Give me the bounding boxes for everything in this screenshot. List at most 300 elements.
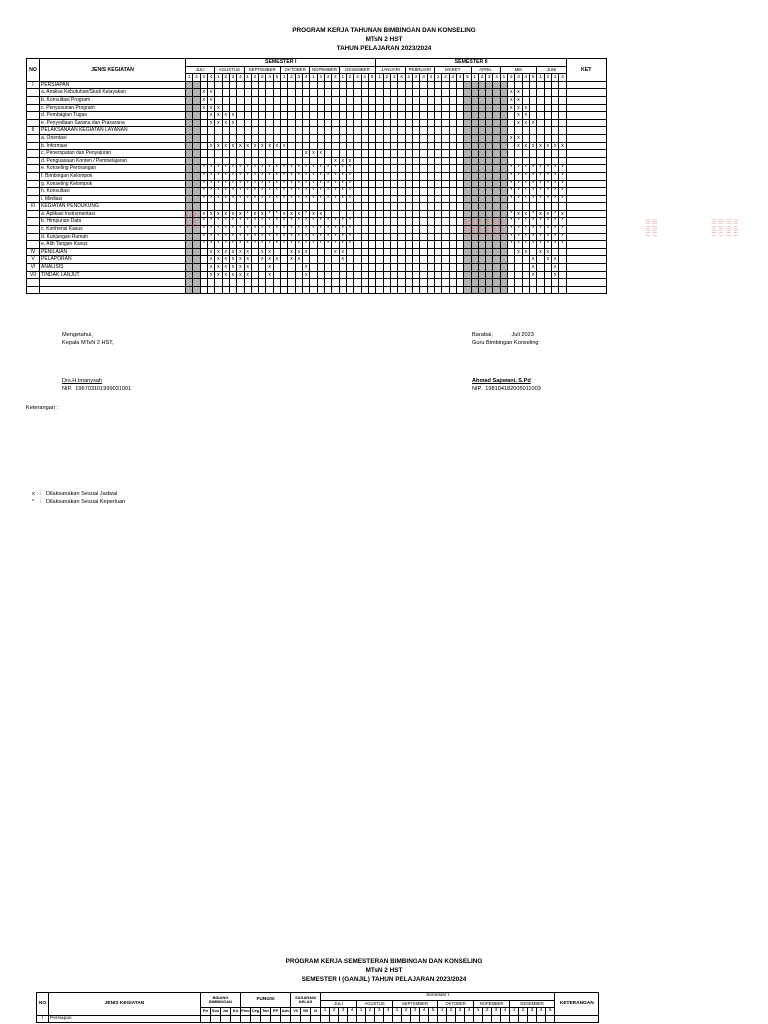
week-cell (456, 134, 463, 142)
empty-cell (537, 279, 544, 287)
week-cell (456, 127, 463, 135)
week-cell: x (207, 142, 214, 150)
week-cell (427, 142, 434, 150)
week-header: 3 (486, 74, 493, 82)
month-header: JULI (321, 1000, 357, 1008)
week-cell (383, 119, 390, 127)
week-cell (464, 256, 471, 264)
week-cell: * (339, 165, 346, 173)
week-cell: * (310, 172, 317, 180)
week-cell (383, 89, 390, 97)
week-cell (486, 119, 493, 127)
week-header: 3 (456, 1008, 465, 1016)
week-cell (207, 157, 214, 165)
week-cell (186, 134, 193, 142)
semester-program-table (36, 992, 599, 1023)
week-cell (442, 218, 449, 226)
empty-cell (537, 1015, 546, 1023)
week-cell (207, 150, 214, 158)
ket-cell (566, 271, 606, 279)
week-cell (427, 157, 434, 165)
week-cell: * (522, 165, 529, 173)
week-cell (486, 150, 493, 158)
week-cell (266, 157, 273, 165)
week-cell (522, 256, 529, 264)
week-cell (303, 81, 310, 89)
week-cell (464, 119, 471, 127)
month-header: AGUSTUS (215, 66, 244, 74)
empty-cell (376, 279, 383, 287)
table-row (27, 89, 607, 97)
empty-cell (339, 279, 346, 287)
week-cell: * (288, 233, 295, 241)
week-cell: * (266, 172, 273, 180)
holiday-mark: ││││││││ (492, 218, 497, 236)
week-cell (324, 203, 331, 211)
row-number: I (37, 1015, 49, 1023)
week-cell: * (522, 218, 529, 226)
week-cell (405, 180, 412, 188)
table-row (27, 172, 607, 180)
empty-cell (40, 286, 186, 294)
week-cell (413, 96, 420, 104)
week-cell (398, 188, 405, 196)
week-cell (420, 81, 427, 89)
row-number (27, 119, 40, 127)
empty-cell (438, 1015, 447, 1023)
week-cell (310, 256, 317, 264)
week-header: 2 (508, 74, 515, 82)
week-cell (515, 127, 522, 135)
week-cell: * (537, 165, 544, 173)
week-cell (544, 119, 551, 127)
week-cell (464, 172, 471, 180)
week-cell (427, 127, 434, 135)
week-cell (310, 127, 317, 135)
week-cell (354, 271, 361, 279)
week-cell: * (303, 180, 310, 188)
week-cell: * (559, 233, 566, 241)
row-number (27, 233, 40, 241)
week-header: 4 (332, 74, 339, 82)
empty-cell (478, 279, 485, 287)
week-cell: x (251, 210, 258, 218)
week-cell: * (317, 241, 324, 249)
week-cell (427, 112, 434, 120)
week-cell (237, 157, 244, 165)
empty-cell (398, 279, 405, 287)
week-cell (544, 96, 551, 104)
week-cell (559, 150, 566, 158)
week-cell (376, 96, 383, 104)
week-cell (442, 195, 449, 203)
week-cell (530, 81, 537, 89)
week-cell (478, 150, 485, 158)
week-cell (266, 81, 273, 89)
week-cell (478, 127, 485, 135)
week-cell (500, 89, 507, 97)
week-cell: * (266, 195, 273, 203)
week-cell: x (559, 210, 566, 218)
week-cell: * (215, 188, 222, 196)
week-cell (398, 127, 405, 135)
week-cell (413, 119, 420, 127)
week-cell (391, 264, 398, 272)
week-cell (310, 264, 317, 272)
week-cell (559, 256, 566, 264)
week-cell (368, 210, 376, 218)
week-cell (405, 256, 412, 264)
empty-cell (215, 286, 222, 294)
week-cell (244, 89, 251, 97)
week-cell (354, 256, 361, 264)
week-cell: * (200, 180, 207, 188)
empty-cell (259, 279, 266, 287)
week-cell (478, 241, 485, 249)
week-header: 5 (546, 1008, 555, 1016)
week-cell: * (508, 188, 515, 196)
week-cell (427, 188, 434, 196)
week-cell: * (273, 165, 280, 173)
week-header: 4 (559, 74, 566, 82)
week-cell (500, 248, 507, 256)
week-cell: x (207, 264, 214, 272)
week-cell: * (200, 188, 207, 196)
week-cell (471, 264, 478, 272)
week-cell (434, 112, 441, 120)
week-cell: * (515, 172, 522, 180)
week-cell (471, 134, 478, 142)
week-cell (346, 104, 353, 112)
week-cell (456, 180, 463, 188)
week-cell (449, 89, 456, 97)
week-header: 2 (383, 74, 390, 82)
week-cell (500, 81, 507, 89)
week-cell (478, 142, 485, 150)
row-number (27, 241, 40, 249)
week-cell: * (339, 241, 346, 249)
holiday-mark: ││││││││ (484, 218, 489, 236)
week-cell (244, 119, 251, 127)
week-cell: x (288, 248, 295, 256)
week-cell (434, 256, 441, 264)
empty-cell (324, 279, 331, 287)
week-cell (251, 134, 258, 142)
week-cell: x (207, 119, 214, 127)
week-cell (324, 96, 331, 104)
empty-cell (303, 279, 310, 287)
holiday-mark: ││││││││ (191, 210, 196, 228)
week-cell: * (251, 241, 258, 249)
week-cell (332, 89, 339, 97)
week-cell (420, 180, 427, 188)
week-cell: x (522, 210, 529, 218)
week-cell (207, 203, 214, 211)
week-cell (200, 142, 207, 150)
empty-cell (530, 286, 537, 294)
empty-cell (413, 279, 420, 287)
week-cell (544, 104, 551, 112)
holiday-mark: ││││││││ (499, 218, 504, 236)
week-cell (215, 203, 222, 211)
holiday-mark: ││││││││ (726, 218, 731, 236)
table-row (27, 104, 607, 112)
week-cell (420, 241, 427, 249)
week-cell: * (332, 226, 339, 234)
week-cell (368, 81, 376, 89)
week-cell (456, 81, 463, 89)
week-cell (354, 89, 361, 97)
week-cell (339, 127, 346, 135)
week-cell: x (551, 142, 558, 150)
week-cell (332, 256, 339, 264)
week-cell (376, 112, 383, 120)
week-cell: * (324, 195, 331, 203)
week-cell (427, 195, 434, 203)
week-cell: * (229, 180, 236, 188)
week-cell (434, 180, 441, 188)
week-cell (266, 119, 273, 127)
month-header: MEI (500, 66, 537, 74)
week-cell: x (237, 256, 244, 264)
week-cell (420, 119, 427, 127)
empty-cell (354, 286, 361, 294)
week-header: 3 (339, 1008, 348, 1016)
week-cell: * (207, 165, 214, 173)
week-cell (193, 233, 200, 241)
week-cell (420, 104, 427, 112)
week-cell (551, 112, 558, 120)
week-cell: * (281, 188, 288, 196)
week-cell: * (522, 180, 529, 188)
week-cell: * (530, 241, 537, 249)
week-cell (222, 81, 229, 89)
week-cell: * (515, 233, 522, 241)
legend-sym-2: * (32, 499, 35, 505)
week-cell (383, 233, 390, 241)
fungsi-col: Adv (281, 1008, 291, 1016)
week-cell: * (310, 218, 317, 226)
week-cell: x (237, 271, 244, 279)
empty-cell (393, 1015, 402, 1023)
week-cell (324, 157, 331, 165)
week-cell (442, 264, 449, 272)
week-cell: * (229, 241, 236, 249)
week-cell (442, 233, 449, 241)
week-cell (361, 96, 368, 104)
week-cell (295, 134, 302, 142)
week-header: 4 (207, 74, 214, 82)
header-keterangan: KETERANGAN (555, 993, 599, 1016)
week-cell: * (244, 180, 251, 188)
week-cell: * (237, 180, 244, 188)
week-cell (478, 248, 485, 256)
week-cell: * (207, 180, 214, 188)
empty-cell (357, 1015, 366, 1023)
week-cell: * (346, 180, 353, 188)
week-cell: * (222, 233, 229, 241)
empty-cell (464, 286, 471, 294)
week-cell: * (551, 210, 558, 218)
empty-cell (259, 286, 266, 294)
week-cell (530, 248, 537, 256)
ket-cell (566, 81, 606, 89)
row-number: VII (27, 271, 40, 279)
week-cell (251, 248, 258, 256)
month-header: DESEMBER (339, 66, 376, 74)
week-header: 3 (515, 74, 522, 82)
week-cell (515, 81, 522, 89)
week-cell: * (288, 180, 295, 188)
activity-label: PERSIAPAN (40, 81, 186, 89)
week-cell: * (515, 165, 522, 173)
week-cell: * (508, 172, 515, 180)
week-cell: * (551, 188, 558, 196)
week-cell (500, 119, 507, 127)
week-cell: * (522, 188, 529, 196)
week-cell: * (515, 180, 522, 188)
week-cell (508, 142, 515, 150)
week-cell: * (522, 172, 529, 180)
week-cell (383, 203, 390, 211)
week-cell (303, 112, 310, 120)
week-cell: x (215, 248, 222, 256)
empty-cell (500, 279, 507, 287)
week-header: 2 (222, 74, 229, 82)
week-cell (456, 112, 463, 120)
week-cell: * (332, 165, 339, 173)
week-cell (376, 81, 383, 89)
row-number (27, 180, 40, 188)
week-cell: * (295, 218, 302, 226)
empty-cell (420, 279, 427, 287)
week-cell: x (551, 271, 558, 279)
month-header: PEBRUARI (405, 66, 434, 74)
week-cell: * (332, 188, 339, 196)
week-cell (515, 256, 522, 264)
week-cell (376, 233, 383, 241)
week-cell (420, 165, 427, 173)
week-cell: * (537, 218, 544, 226)
week-cell: * (207, 188, 214, 196)
week-cell: * (303, 165, 310, 173)
week-cell (434, 264, 441, 272)
week-cell (354, 172, 361, 180)
week-cell: * (259, 226, 266, 234)
ket-cell (566, 157, 606, 165)
table-row (27, 248, 607, 256)
week-cell (361, 81, 368, 89)
week-cell: * (551, 218, 558, 226)
week-cell (193, 150, 200, 158)
week-cell (405, 188, 412, 196)
week-cell (464, 150, 471, 158)
week-cell: * (551, 226, 558, 234)
week-cell: * (229, 165, 236, 173)
week-cell (478, 172, 485, 180)
table-row (27, 165, 607, 173)
empty-cell (483, 1015, 492, 1023)
week-cell (346, 248, 353, 256)
week-cell: * (200, 195, 207, 203)
week-cell: * (295, 165, 302, 173)
week-cell (405, 150, 412, 158)
week-cell: x (281, 142, 288, 150)
week-header: 4 (501, 1008, 510, 1016)
week-cell: x (215, 210, 222, 218)
empty-cell (311, 1015, 321, 1023)
week-cell: x (229, 210, 236, 218)
week-cell: x (339, 256, 346, 264)
week-cell (486, 134, 493, 142)
week-cell (251, 89, 258, 97)
empty-cell (261, 1015, 271, 1023)
table-row (27, 226, 607, 234)
week-cell: x (200, 96, 207, 104)
week-cell (317, 81, 324, 89)
week-cell: * (215, 241, 222, 249)
week-cell (288, 264, 295, 272)
row-number (27, 195, 40, 203)
empty-cell (324, 286, 331, 294)
week-cell (354, 112, 361, 120)
doc2-title-line-2: MTsN 2 HST (365, 967, 403, 974)
week-header: 4 (420, 1008, 429, 1016)
week-cell (413, 127, 420, 135)
week-cell (346, 271, 353, 279)
week-cell: * (244, 195, 251, 203)
week-cell (266, 203, 273, 211)
ket-cell (566, 226, 606, 234)
week-header: 1 (471, 74, 478, 82)
week-cell: * (303, 218, 310, 226)
week-cell (442, 188, 449, 196)
empty-cell (207, 279, 214, 287)
row-number: II (27, 127, 40, 135)
week-cell (471, 241, 478, 249)
week-cell: * (200, 241, 207, 249)
empty-cell (515, 279, 522, 287)
week-cell (244, 157, 251, 165)
week-cell: * (288, 241, 295, 249)
empty-cell (368, 286, 376, 294)
sasaran-col: VIII (301, 1008, 311, 1016)
week-cell (368, 264, 376, 272)
week-cell (405, 165, 412, 173)
week-cell (339, 203, 346, 211)
week-header: 4 (522, 74, 529, 82)
empty-cell (215, 279, 222, 287)
week-cell (361, 104, 368, 112)
week-cell: x (530, 119, 537, 127)
week-cell (273, 96, 280, 104)
week-cell (405, 195, 412, 203)
week-cell (376, 134, 383, 142)
week-cell: * (346, 188, 353, 196)
empty-cell (368, 279, 376, 287)
week-cell (281, 264, 288, 272)
week-cell (368, 233, 376, 241)
week-cell: * (508, 165, 515, 173)
week-cell (317, 271, 324, 279)
week-cell (259, 264, 266, 272)
week-cell (434, 134, 441, 142)
week-cell: x (551, 256, 558, 264)
week-header: 3 (492, 1008, 501, 1016)
week-cell (295, 104, 302, 112)
week-cell (434, 218, 441, 226)
row-number (27, 112, 40, 120)
